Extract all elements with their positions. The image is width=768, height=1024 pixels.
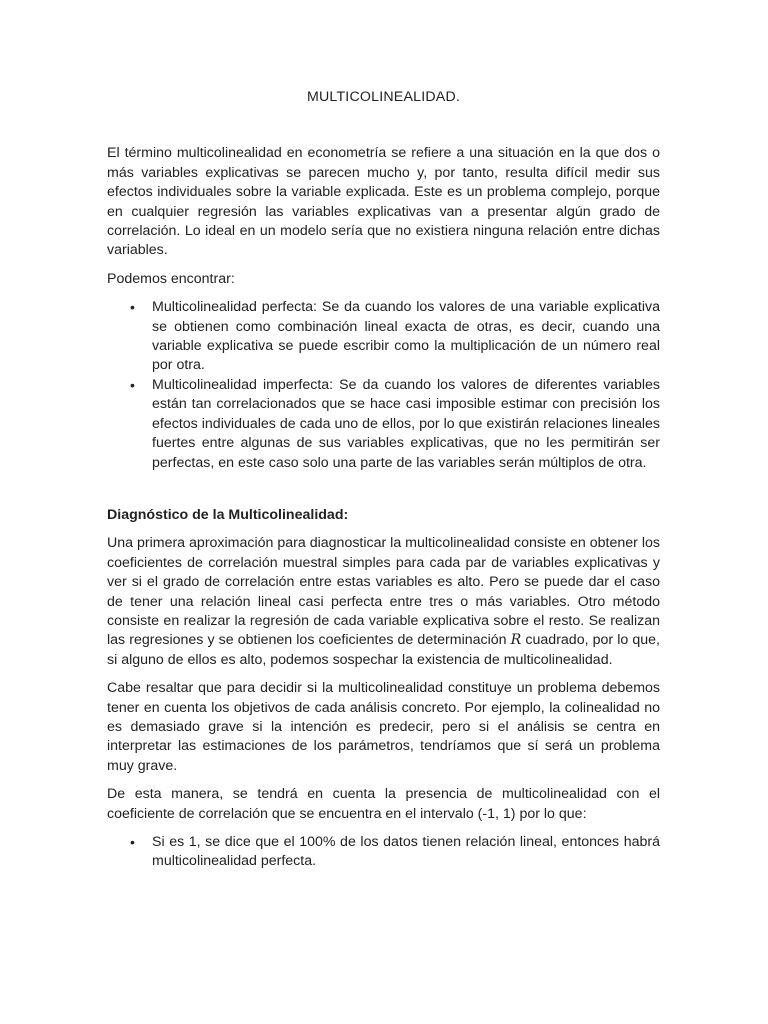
list-item-case-1: • Si es 1, se dice que el 100% de los datos tienen relación lineal, entonces habrá multicolinealidad perfecta.	[152, 833, 660, 872]
r-symbol: R	[510, 632, 522, 649]
multicollinearity-types-list	[107, 298, 660, 473]
document-page	[107, 88, 660, 881]
diagnostic-paragraph-2: Cabe resaltar que para decidir si la multicolinealidad constituye un problema debemos tener en cuenta los objetivos de cada análisis concreto. Por ejemplo, la colinealidad no es demasiado grave si la intención es predecir, pero si el análisis se centra en interpretar las estimaciones de los parámetros, tendríamos que sí será un problema muy grave.	[107, 680, 660, 774]
diagnostic-paragraph-3: De esta manera, se tendrá en cuenta la presencia de multicolinealidad con el coeficiente de correlación que se encuentra en el intervalo (-1, 1) por lo que:	[107, 786, 660, 822]
diagnostic-heading: Diagnóstico de la Multicolinealidad:	[107, 506, 349, 523]
document-title: MULTICOLINEALIDAD.	[306, 89, 461, 105]
podemos-encontrar-text: Podemos encontrar:	[107, 270, 235, 287]
correlation-cases-list	[107, 833, 660, 872]
diagnostic-paragraph-1-end: cuadrado, por lo que, si alguno de ellos es alto, podemos sospechar la existencia de multicolinealidad.	[107, 632, 660, 668]
list-item-perfect: • Multicolinealidad perfecta: Se da cuando los valores de una variable explicativa se obtienen como combinación lineal exacta de otras, es decir, cuando una variable explicativa se puede escribir como la multiplicación de un número real por otra.	[152, 298, 660, 376]
diagnostic-paragraph-1	[107, 534, 660, 670]
intro-paragraph: El término multicolinealidad en econometría se refiere a una situación en la que dos o más variables explicativas se parecen mucho y, por tanto, resulta difícil medir sus efectos individuales sobre la variable explicada. Este es un problema complejo, porque en cualquier regresión las variables explicativas van a presentar algún grado de correlación. Lo ideal en un modelo sería que no existiera ninguna relación entre dichas variables.	[107, 145, 660, 259]
section-spacer	[107, 482, 660, 506]
list-item-imperfect: • Multicolinealidad imperfecta: Se da cuando los valores de diferentes variables están tan correlacionados que se hace casi imposible estimar con precisión los efectos individuales de cada uno de ellos, por lo que existirán relaciones lineales fuertes entre algunas de sus variables explicativas, que no les permitirán ser perfectas, en este caso solo una parte de las variables serán múltiplos de otra.	[152, 376, 660, 473]
diagnostic-paragraph-1-start: Una primera aproximación para diagnosticar la multicolinealidad consiste en obtener los coeficientes de correlación muestral simples para cada par de variables explicativas y ver si el grado de correlación entre estas variables es alto. Pero se puede dar el caso de tener una relación lineal casi perfecta entre tres o más variables. Otro método consiste en realizar la regresión de cada variable explicativa sobre el resto. Se realizan las regresiones y se obtienen los coeficientes de determinación	[107, 535, 660, 649]
